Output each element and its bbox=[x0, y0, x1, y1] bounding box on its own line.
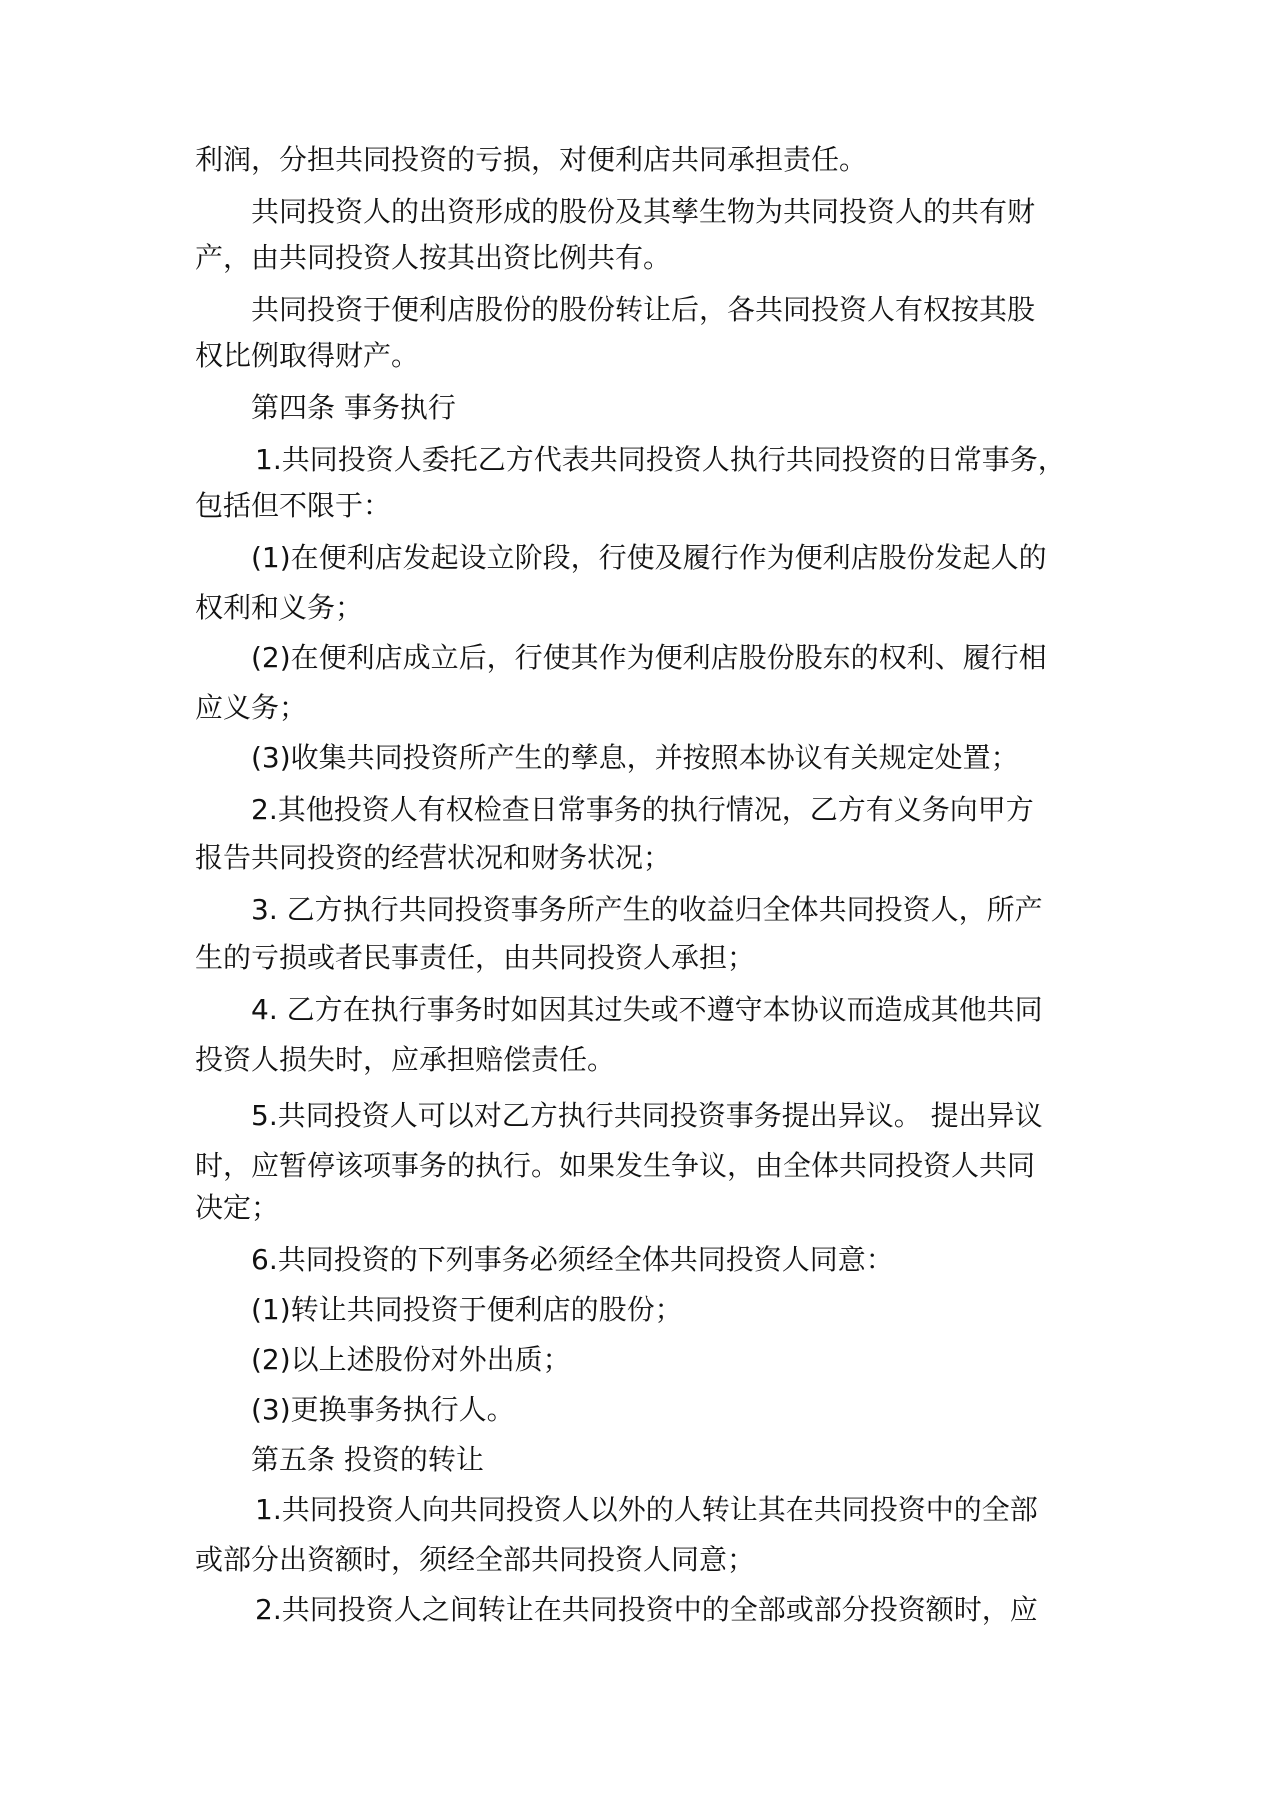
text-line: (1)转让共同投资于便利店的股份； bbox=[251, 1293, 683, 1326]
text-line: 1.共同投资人向共同投资人以外的人转让其在共同投资中的全部 bbox=[255, 1493, 1038, 1526]
text-line: 权利和义务； bbox=[195, 591, 364, 624]
text-line: 2.其他投资人有权检查日常事务的执行情况，乙方有义务向甲方 bbox=[251, 793, 1034, 826]
text-line: (2)以上述股份对外出质； bbox=[251, 1343, 571, 1376]
text-line: 6.共同投资的下列事务必须经全体共同投资人同意： bbox=[251, 1243, 894, 1276]
text-line: (1)在便利店发起设立阶段，行使及履行作为便利店股份发起人的 bbox=[251, 541, 1047, 574]
text-line: 1.共同投资人委托乙方代表共同投资人执行共同投资的日常事务， bbox=[255, 443, 1066, 476]
text-line: (3)更换事务执行人。 bbox=[251, 1393, 515, 1426]
section-heading: 第四条 事务执行 bbox=[251, 391, 456, 424]
text-line: 生的亏损或者民事责任，由共同投资人承担； bbox=[195, 941, 756, 974]
section-heading: 第五条 投资的转让 bbox=[251, 1443, 484, 1476]
text-line: 共同投资人的出资形成的股份及其孳生物为共同投资人的共有财 bbox=[251, 195, 1036, 228]
text-line: 产，由共同投资人按其出资比例共有。 bbox=[195, 241, 672, 274]
text-line: 包括但不限于： bbox=[195, 489, 392, 522]
text-line: 决定； bbox=[195, 1191, 280, 1224]
text-line: (2)在便利店成立后，行使其作为便利店股份股东的权利、履行相 bbox=[251, 641, 1047, 674]
text-line: 3. 乙方执行共同投资事务所产生的收益归全体共同投资人，所产 bbox=[251, 893, 1043, 926]
text-line: 2.共同投资人之间转让在共同投资中的全部或部分投资额时，应 bbox=[255, 1593, 1038, 1626]
text-line: 利润，分担共同投资的亏损，对便利店共同承担责任。 bbox=[195, 143, 868, 176]
text-line: 时，应暂停该项事务的执行。如果发生争议，由全体共同投资人共同 bbox=[195, 1149, 1036, 1182]
text-line: 4. 乙方在执行事务时如因其过失或不遵守本协议而造成其他共同 bbox=[251, 993, 1043, 1026]
text-line: 投资人损失时，应承担赔偿责任。 bbox=[195, 1043, 616, 1076]
text-line: 应义务； bbox=[195, 691, 308, 724]
text-line: 共同投资于便利店股份的股份转让后，各共同投资人有权按其股 bbox=[251, 293, 1036, 326]
text-line: 5.共同投资人可以对乙方执行共同投资事务提出异议。 提出异议 bbox=[251, 1099, 1043, 1132]
text-line: (3)收集共同投资所产生的孳息，并按照本协议有关规定处置； bbox=[251, 741, 1019, 774]
text-line: 或部分出资额时，须经全部共同投资人同意； bbox=[195, 1543, 756, 1576]
text-line: 报告共同投资的经营状况和财务状况； bbox=[195, 841, 672, 874]
text-line: 权比例取得财产。 bbox=[195, 339, 420, 372]
